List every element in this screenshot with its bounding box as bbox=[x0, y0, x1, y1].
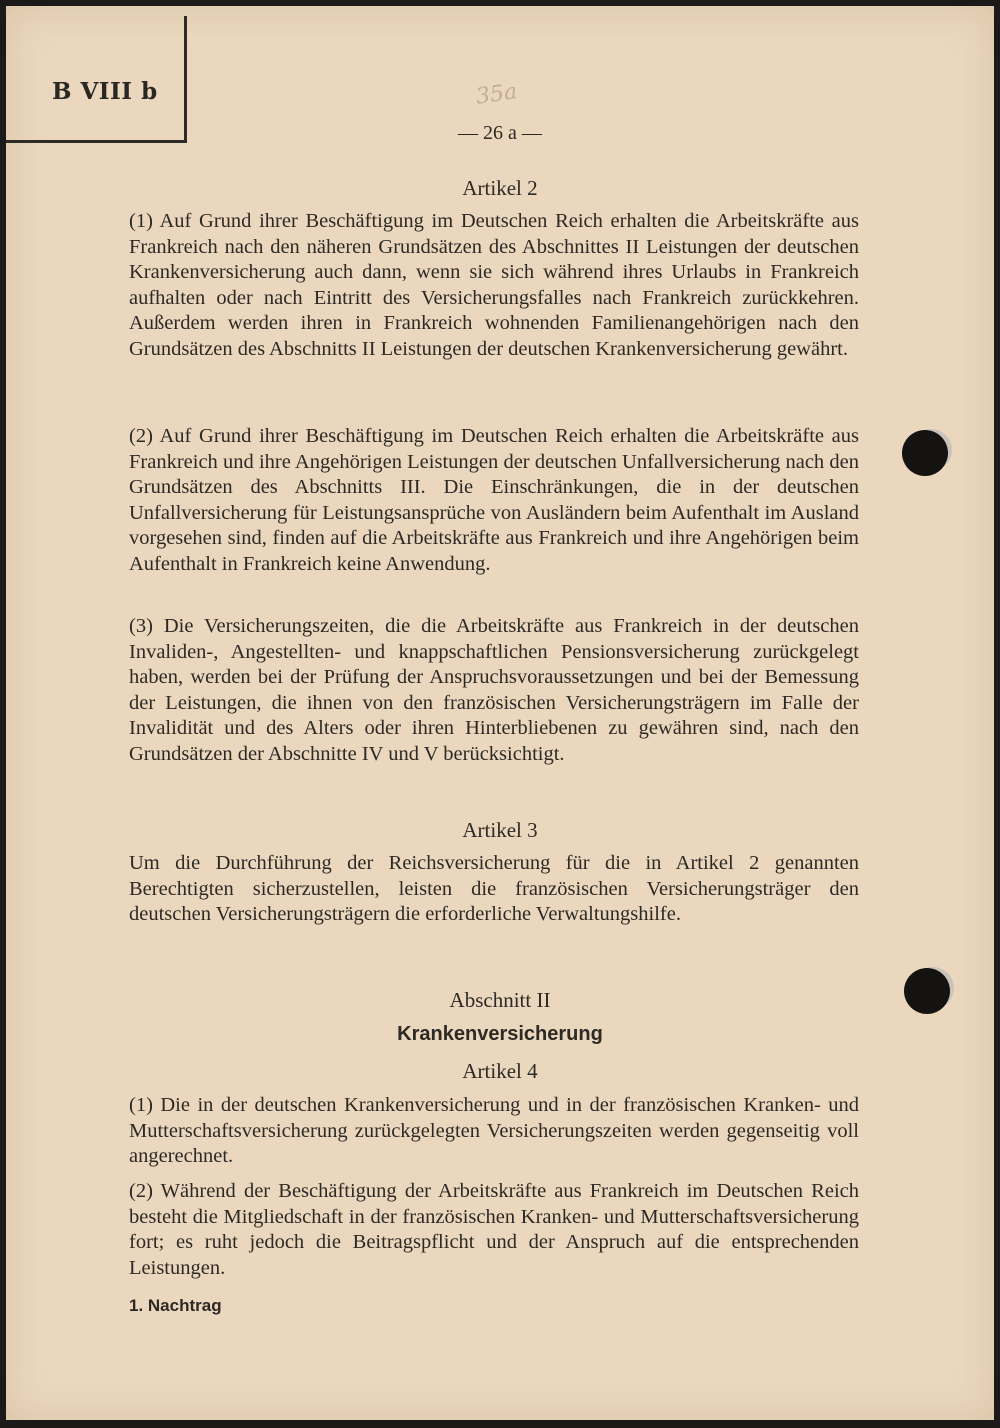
supplement-note: 1. Nachtrag bbox=[129, 1296, 222, 1315]
punch-hole-upper bbox=[902, 430, 948, 476]
article-2-heading: Artikel 2 bbox=[462, 176, 538, 200]
punch-hole-lower bbox=[904, 968, 950, 1014]
classification-stamp: B VIII b bbox=[52, 78, 158, 105]
article-4-heading: Artikel 4 bbox=[462, 1059, 538, 1083]
article-2-paragraph-2: (2) Auf Grund ihrer Beschäftigung im Deutschen Reich erhalten die Arbeitskräfte aus Frankreich und ihre Angehörigen Leistungen der deutschen Unfallversicherung nach den Grundsätzen des Abschnitts III. Die Einschränkungen, die in der deutschen Unfallversicherung für Leistungsansprüche von Ausländern beim Aufenthalt im Ausland vorgesehen sind, finden auf die Arbeitskräfte aus Frankreich und ihre Angehörigen beim Aufenthalt in Frankreich keine Anwendung. bbox=[129, 425, 859, 575]
section-2-subheading: Krankenversicherung bbox=[397, 1023, 603, 1045]
document-page bbox=[6, 6, 994, 1420]
section-2-heading: Abschnitt II bbox=[449, 988, 551, 1012]
article-4-paragraph-1: (1) Die in der deutschen Krankenversicherung und in der französischen Kranken- und Mutterschaftsversicherung zurückgelegten Versicherungszeiten werden gegenseitig voll angerechnet. bbox=[129, 1094, 859, 1167]
article-3-heading: Artikel 3 bbox=[462, 818, 538, 842]
pencil-annotation: 35a bbox=[474, 79, 519, 110]
article-3-paragraph-1: Um die Durchführung der Reichsversicherung für die in Artikel 2 genannten Berechtigten sicherzustellen, leisten die französischen Versicherungsträger den deutschen Versicherungsträgern die erforderliche Verwaltungshilfe. bbox=[129, 852, 859, 925]
article-4-paragraph-2: (2) Während der Beschäftigung der Arbeitskräfte aus Frankreich im Deutschen Reich besteht die Mitgliedschaft in der französischen Kranken- und Mutterschaftsversicherung fort; es ruht jedoch die Beitragspflicht und der Anspruch auf die entsprechenden Leistungen. bbox=[129, 1180, 859, 1279]
article-2-paragraph-1: (1) Auf Grund ihrer Beschäftigung im Deutschen Reich erhalten die Arbeitskräfte aus Frankreich nach den näheren Grundsätzen des Abschnittes II Leistungen der deutschen Krankenversicherung auch dann, wenn sie sich während ihres Urlaubs in Frankreich aufhalten oder nach Eintritt des Versicherungsfalles nach Frankreich zurückkehren. Außerdem werden ihren in Frankreich wohnenden Familienangehörigen nach den Grundsätzen des Abschnitts II Leistungen der deutschen Krankenversicherung gewährt. bbox=[129, 210, 859, 360]
article-2-paragraph-3: (3) Die Versicherungszeiten, die die Arbeitskräfte aus Frankreich in der deutschen Invaliden-, Angestellten- und knappschaftlichen Pensionsversicherung zurückgelegt haben, werden bei der Prüfung der Anspruchsvoraussetzungen und bei der Bemessung der Leistungen, die ihnen von den französischen Versicherungsträgern im Falle der Invalidität und des Alters oder ihren Hinterbliebenen zu gewähren sind, nach den Grundsätzen der Abschnitte IV und V berücksichtigt. bbox=[129, 615, 859, 765]
page-number: — 26 a — bbox=[458, 122, 542, 144]
